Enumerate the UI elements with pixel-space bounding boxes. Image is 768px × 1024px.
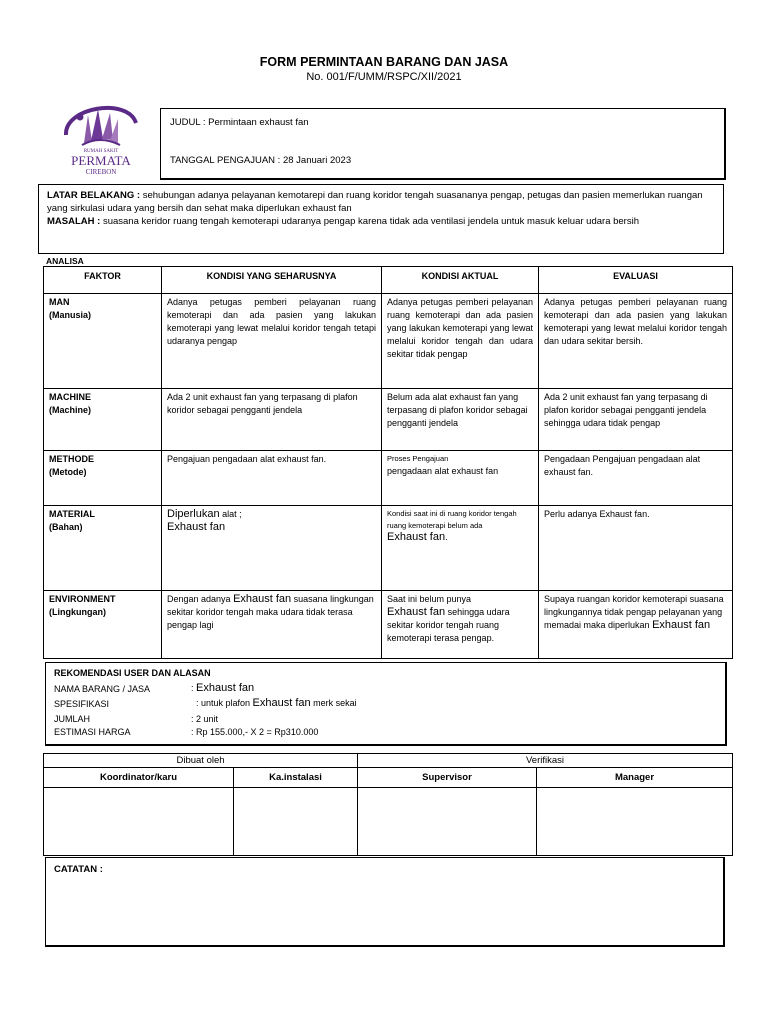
role-header: Ka.instalasi — [234, 768, 358, 788]
aktual-cell: Belum ada alat exhaust fan yang terpasang di plafon koridor sebagai pengganti jendela — [382, 389, 539, 451]
estimasi-harga-value: : Rp 155.000,- X 2 = Rp310.000 — [191, 727, 319, 737]
catatan-label: CATATAN : — [54, 864, 103, 875]
hospital-logo — [58, 95, 143, 180]
role-header: Manager — [537, 768, 733, 788]
signature-cell — [358, 788, 537, 856]
aktual-cell: Kondisi saat ini di ruang koridor tengah ruang kemoterapi belum ada Exhaust fan. — [382, 506, 539, 591]
role-header: Supervisor — [358, 768, 537, 788]
nama-barang-label: NAMA BARANG / JASA — [54, 684, 151, 694]
faktor-cell: ENVIRONMENT (Lingkungan) — [44, 591, 162, 659]
col-header: KONDISI YANG SEHARUSNYA — [162, 267, 382, 294]
tanggal-pengajuan: TANGGAL PENGAJUAN : 28 Januari 2023 — [170, 155, 352, 166]
signature-cell — [44, 788, 234, 856]
analisa-label: ANALISA — [46, 256, 84, 266]
recommendation-box — [45, 662, 727, 746]
aktual-cell: Saat ini belum punya Exhaust fan sehingga udara sekitar koridor tengah ruang kemoterapi terasa pengap. — [382, 591, 539, 659]
signature-space-row — [44, 788, 733, 856]
seharusnya-cell: Adanya petugas pemberi pelayanan ruang kemoterapi dan ada pasien yang lakukan kemoterapi yang lewat melalui koridor tengah tetapi udaranya pengap — [162, 294, 382, 389]
table-row — [44, 389, 733, 451]
dibuat-oleh-header: Dibuat oleh — [44, 754, 358, 768]
logo-name: PERMATA — [71, 153, 131, 168]
estimasi-harga-label: ESTIMASI HARGA — [54, 727, 131, 737]
faktor-cell: MACHINE (Machine) — [44, 389, 162, 451]
seharusnya-cell: Dengan adanya Exhaust fan suasana lingkungan sekitar koridor tengah maka udara tidak terasa pengap lagi — [162, 591, 382, 659]
signature-cell — [537, 788, 733, 856]
evaluasi-cell: Perlu adanya Exhaust fan. — [539, 506, 733, 591]
signature-group-row — [44, 754, 733, 768]
table-row — [44, 451, 733, 506]
analysis-table — [43, 266, 733, 659]
logo-top-text: RUMAH SAKIT — [83, 149, 119, 154]
faktor-cell: METHODE (Metode) — [44, 451, 162, 506]
col-header: FAKTOR — [44, 267, 162, 294]
evaluasi-cell: Adanya petugas pemberi pelayanan ruang kemoterapi dan ada pasien yang lakukan kemoterapi yang lewat melalui koridor tengah dan udara sekitar bersih. — [539, 294, 733, 389]
judul: JUDUL : Permintaan exhaust fan — [170, 117, 309, 128]
aktual-cell: Adanya petugas pemberi pelayanan ruang kemoterapi dan ada pasien yang lakukan kemoterapi yang lewat melalui koridor tengah dan udara sekitar tidak pengap — [382, 294, 539, 389]
faktor-cell: MATERIAL (Bahan) — [44, 506, 162, 591]
latar-belakang: LATAR BELAKANG : sehubungan adanya pelayanan kemotarepi dan ruang koridor tengah suasananya pengap, petugas dan pasien memerlukan ruangan yang sirkulasi udara yang bersih dan sehat maka diperlukan exhaust fan — [47, 190, 703, 214]
evaluasi-cell: Pengadaan Pengajuan pengadaan alat exhaust fan. — [539, 451, 733, 506]
jumlah-value: : 2 unit — [191, 714, 219, 724]
col-header: KONDISI AKTUAL — [382, 267, 539, 294]
jumlah-label: JUMLAH — [54, 714, 91, 724]
signature-table — [43, 753, 733, 856]
faktor-cell: MAN (Manusia) — [44, 294, 162, 389]
spesifikasi-value: : untuk plafon Exhaust fan merk sekai — [196, 697, 357, 709]
table-row — [44, 294, 733, 389]
background-box — [38, 184, 724, 254]
signature-role-row — [44, 768, 733, 788]
request-header-box — [160, 108, 726, 180]
evaluasi-cell: Ada 2 unit exhaust fan yang terpasang di plafon koridor sebagai pengganti jendela sehingga udara tidak pengap — [539, 389, 733, 451]
table-row — [44, 506, 733, 591]
signature-cell — [234, 788, 358, 856]
form-title: FORM PERMINTAAN BARANG DAN JASA — [259, 55, 509, 69]
spesifikasi-label: SPESIFIKASI — [54, 699, 110, 709]
evaluasi-cell: Supaya ruangan koridor kemoterapi suasana lingkungannya tidak pengap pelayanan yang memadai maka diperlukan Exhaust fan — [539, 591, 733, 659]
role-header: Koordinator/karu — [44, 768, 234, 788]
catatan-box — [45, 857, 725, 947]
seharusnya-cell: Pengajuan pengadaan alat exhaust fan. — [162, 451, 382, 506]
col-header: EVALUASI — [539, 267, 733, 294]
seharusnya-cell: Diperlukan alat ; Exhaust fan — [162, 506, 382, 591]
table-header-row — [44, 267, 733, 294]
nama-barang-value: : Exhaust fan — [191, 682, 255, 694]
masalah: MASALAH : suasana keridor ruang tengah kemoterapi udaranya pengap karena tidak ada ventilasi jendela untuk masuk keluar udara bersih — [47, 216, 639, 227]
aktual-cell: Proses Pengajuan pengadaan alat exhaust fan — [382, 451, 539, 506]
logo-city: CIREBON — [85, 168, 117, 176]
form-number: No. 001/F/UMM/RSPC/XII/2021 — [306, 71, 462, 83]
table-row — [44, 591, 733, 659]
verifikasi-header: Verifikasi — [358, 754, 733, 768]
seharusnya-cell: Ada 2 unit exhaust fan yang terpasang di plafon koridor sebagai pengganti jendela — [162, 389, 382, 451]
recommendation-title: REKOMENDASI USER DAN ALASAN — [54, 668, 211, 678]
